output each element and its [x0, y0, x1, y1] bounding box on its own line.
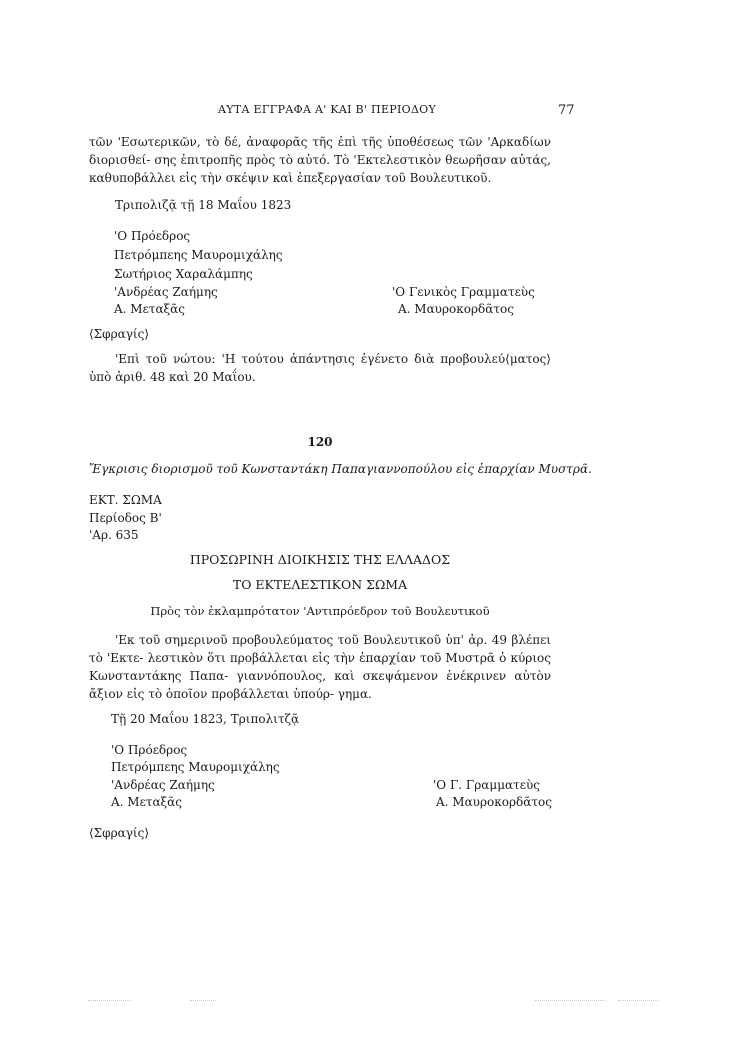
signatory-right: 'Ο Γ. Γραμματεὺς	[433, 778, 540, 792]
paragraph-continuation: τῶν 'Εσωτερικῶν, τὸ δέ, ἀναφορᾶς τῆς ἐπὶ τῆς ὑποθέσεως τῶν 'Αρκαδίων διορισθεί- σης ἐπιτροπῆς πρὸς τὸ αὐτό. Τὸ 'Εκτελεστικὸν θεωρῆσαν αὐτάς, καθυποβάλλει εἰς τὴν σκέψιν καὶ ἐπεξεργασίαν τοῦ Βουλευτικοῦ.	[89, 135, 551, 185]
heading-executive: ΤΟ ΕΚΤΕΛΕΣΤΙΚΟΝ ΣΩΜΑ	[232, 577, 408, 592]
endorsement-note: 'Επὶ τοῦ νώτου: 'Η τούτου ἀπάντησις ἐγένετο διὰ προβουλεύ⟨ματος⟩ ὑπὸ ἀριθ. 48 καὶ 20 Μαΐου.	[89, 352, 551, 384]
signatory-left: Σωτήριος Χαραλάμπης	[114, 267, 253, 281]
signatory-left: 'Ανδρέας Ζαήμης	[114, 285, 218, 299]
seal-mark: ⟨Σφραγίς⟩	[89, 826, 150, 840]
archive-reference: 'Αρ. 635	[89, 528, 139, 542]
signatory-right: Α. Μαυροκορδᾶτος	[398, 302, 514, 316]
date-line-120: Τῇ 20 Μαΐου 1823, Τριπολιτζᾷ	[111, 712, 300, 726]
document-summary: Ἔγκρισις διορισμοῦ τοῦ Κωνσταντάκη Παπαγιαννοπούλου εἰς ἐπαρχίαν Μυστρᾶ.	[89, 462, 592, 476]
scan-artifact	[190, 1000, 216, 1001]
running-header-title: ΑΥΤΑ ΕΓΓΡΑΦΑ Α' ΚΑΙ Β' ΠΕΡΙΟΔΟΥ	[218, 103, 437, 116]
archive-reference: Περίοδος Β'	[89, 511, 162, 525]
signatory-left: Πετρόμπεης Μαυρομιχάλης	[114, 248, 283, 262]
signatory-left: Α. Μεταξᾶς	[111, 795, 182, 809]
heading-government: ΠΡΟΣΩΡΙΝΗ ΔΙΟΙΚΗΣΙΣ ΤΗΣ ΕΛΛΑΔΟΣ	[189, 552, 451, 567]
addressee-line: Πρὸς τὸν ἐκλαμπρότατον 'Αντιπρόεδρον τοῦ Βουλευτικοῦ	[150, 604, 490, 618]
signatory-left: 'Ανδρέας Ζαήμης	[111, 778, 215, 792]
signatory-right: 'Ο Γενικὸς Γραμματεὺς	[392, 285, 535, 299]
signatory-left: 'Ο Πρόεδρος	[114, 229, 191, 243]
date-line-119: Τριπολιζᾷ τῇ 18 Μαΐου 1823	[115, 198, 292, 212]
scan-artifact	[618, 1000, 658, 1001]
scan-artifact	[88, 1000, 132, 1001]
signatory-left: 'Ο Πρόεδρος	[111, 743, 188, 757]
document-number: 120	[307, 435, 333, 449]
document-body: 'Εκ τοῦ σημερινοῦ προβουλεύματος τοῦ Βουλευτικοῦ ὑπ' ἀρ. 49 βλέπει τὸ 'Εκτε- λεστικὸν ὅτι προβάλλεται εἰς τὴν ἐπαρχίαν τοῦ Μυστρᾶ ὁ κύριος Κωνσταντάκης Παπα- γιαννόπουλος, καὶ σκεψάμενον ἐνέκρινεν αὐτὸν ἄξιον εἰς τὸ ὁποῖον προβάλλεται ὑπούρ- γημα.	[89, 633, 551, 701]
signatory-right: Α. Μαυροκορδᾶτος	[436, 795, 552, 809]
seal-mark: ⟨Σφραγίς⟩	[89, 327, 150, 341]
page-number: 77	[558, 103, 575, 118]
archive-reference: ΕΚΤ. ΣΩΜΑ	[89, 493, 162, 507]
signatory-left: Πετρόμπεης Μαυρομιχάλης	[111, 760, 280, 774]
scan-artifact	[535, 1000, 605, 1001]
signatory-left: Α. Μεταξᾶς	[114, 302, 185, 316]
